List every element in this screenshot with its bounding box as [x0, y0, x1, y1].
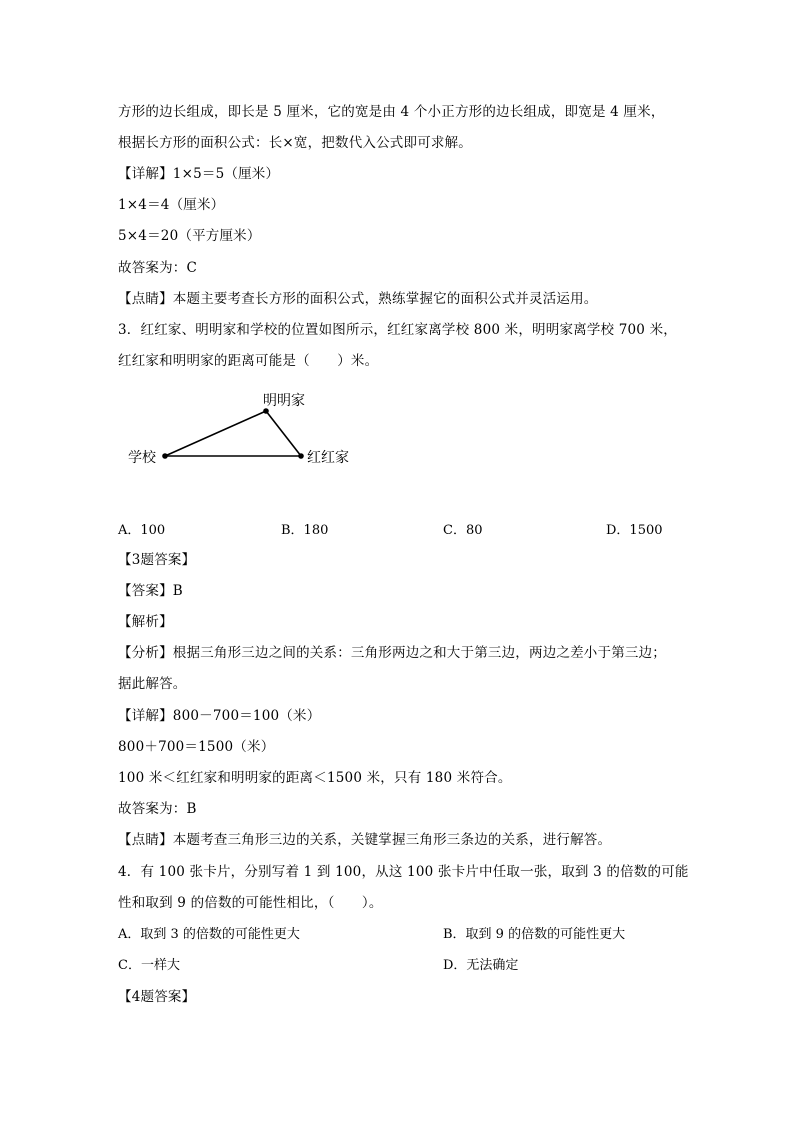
explanation-line-1: 方形的边长组成，即长是 5 厘米，它的宽是由 4 个小正方形的边长组成，即宽是 4 厘米，: [118, 104, 665, 120]
q3-detail-step-3: 100 米＜红红家和明明家的距离＜1500 米，只有 180 米符合。: [118, 770, 512, 786]
question-4-line-1: 4．有 100 张卡片，分别写着 1 到 100，从这 100 张卡片中任取一张，取到 3 的倍数的可能: [118, 864, 689, 880]
detail-step-2: 1×4＝4（厘米）: [118, 197, 225, 213]
detail-step-3: 5×4＝20（平方厘米）: [118, 228, 261, 244]
q3-analysis-line-1: 【分析】根据三角形三边之间的关系：三角形两边之和大于第三边，两边之差小于第三边；: [118, 645, 666, 661]
explanation-line-2: 根据长方形的面积公式：长×宽，把数代入公式即可求解。: [118, 135, 473, 151]
question-4-line-2: 性和取到 9 的倍数的可能性相比，（ ）。: [118, 895, 383, 911]
label-mingming-home: 明明家: [263, 393, 305, 409]
q3-analysis-title: 【解析】: [118, 614, 173, 630]
label-honghong-home: 红红家: [307, 450, 349, 466]
q4-option-c: C．一样大: [118, 958, 180, 973]
question-3-line-2: 红红家和明明家的距离可能是（ ）米。: [118, 353, 379, 369]
q3-answer-header: 【3题答案】: [118, 552, 196, 568]
q3-key-point: 【点睛】本题考查三角形三边的关系，关键掌握三角形三条边的关系，进行解答。: [118, 832, 612, 848]
edge-school-mingming: [165, 411, 266, 456]
q3-detail-step-2: 800＋700＝1500（米）: [118, 739, 275, 755]
q3-answer: 【答案】B: [118, 583, 183, 599]
answer-conclusion: 故答案为：C: [118, 260, 198, 276]
key-point: 【点睛】本题主要考查长方形的面积公式，熟练掌握它的面积公式并灵活运用。: [118, 291, 598, 307]
point-honghong: [298, 453, 304, 459]
edge-mingming-honghong: [266, 411, 301, 456]
label-school: 学校: [128, 450, 156, 466]
q3-detail-step-1: 【详解】800－700＝100（米）: [118, 708, 321, 724]
q3-option-b: B．180: [281, 523, 329, 538]
triangle-diagram: [120, 385, 380, 475]
detail-step-1: 【详解】1×5＝5（厘米）: [118, 166, 280, 182]
point-mingming: [263, 408, 269, 414]
q4-option-b: B．取到 9 的倍数的可能性更大: [443, 927, 626, 942]
q4-option-a: A．取到 3 的倍数的可能性更大: [118, 927, 300, 942]
q3-option-d: D．1500: [606, 523, 663, 538]
point-school: [162, 453, 168, 459]
q3-option-c: C．80: [443, 523, 483, 538]
q3-analysis-line-2: 据此解答。: [118, 676, 187, 692]
q3-conclusion: 故答案为：B: [118, 801, 197, 817]
q3-option-a: A．100: [118, 523, 166, 538]
q4-option-d: D．无法确定: [443, 958, 519, 973]
q4-answer-header: 【4题答案】: [118, 989, 196, 1005]
question-3-line-1: 3．红红家、明明家和学校的位置如图所示，红红家离学校 800 米，明明家离学校 700 米，: [118, 322, 677, 338]
